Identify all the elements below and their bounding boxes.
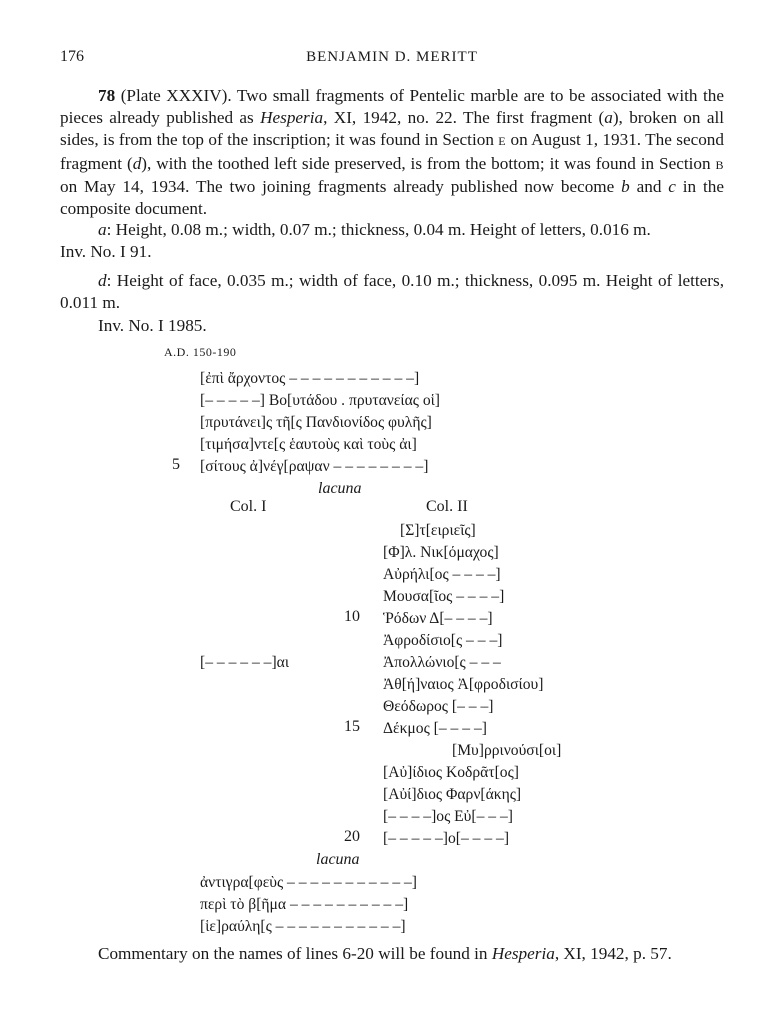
inscription-date: A.D. 150-190 [164,345,237,359]
col-2-header: Col. II [426,498,468,515]
journal-title: Hesperia [491,944,555,963]
line-number: 20 [344,828,360,845]
inscription-line: [σίτους ἀ]νέγ[ραψαν – – – – – – – –] [200,458,429,475]
inscription-line: [ἐπὶ ἄρχοντος – – – – – – – – – – –] [200,370,420,387]
inscription-line: [ἱε]ραύλη[ς – – – – – – – – – – –] [200,918,406,935]
journal-title: Hesperia [260,108,324,128]
line-number: 15 [344,718,360,735]
line-number: 5 [172,456,180,473]
inventory-a: Inv. No. I 91. [60,242,152,262]
col-2-entry: [Φ]λ. Νικ[όμαχος] [383,544,499,561]
col-2-entry: [– – – –]ος Εὐ[– – –] [383,808,513,825]
running-head: BENJAMIN D. MERITT [306,49,478,65]
page-number: 176 [60,48,84,65]
col-2-entry: [Μυ]ρρινούσι[οι] [452,742,562,759]
col-1-header: Col. I [230,498,267,515]
col-2-entry: Ἀφροδίσιο[ς – – –] [383,632,503,649]
inscription-line: περὶ τὸ β[ῆμα – – – – – – – – – –] [200,896,409,913]
entry-number: 78 [98,86,116,105]
col-2-entry: [Αὐ]ίδιος Κοδρᾶτ[ος] [383,764,519,781]
col-2-entry: Ῥόδων Δ[– – – –] [383,610,493,627]
fragment-d: d [132,153,142,173]
inscription-line: ἀντιγρα[φεὺς – – – – – – – – – – –] [200,874,418,891]
col-2-entry: Αὐρήλι[ος – – – –] [383,566,501,583]
col-2-entry: Μουσα[ῖος – – – –] [383,588,505,605]
fragment-a: a [604,108,613,128]
col-2-entry: [Σ]τ[ειριεῖς] [400,522,476,539]
line-number: 10 [344,608,360,625]
col-2-entry: [– – – – –]ο[– – – –] [383,830,510,847]
entry-paragraph: 78 (Plate XXXIV). Two small fragments of Pentelic marble are to be associated with the pieces already published as Hesperia, XI, 1942, no. 22. The first fragment (a), broken on all sides, is from the top of the inscription; it was found in Section E on August 1, 1931. The second fragment (d), with the toothed left side preserved, is from the bottom; it was found in Section B on May 14, 1934. The two joining fragments already published now become b and c in the composite document. [60,86,724,219]
inscription-line: [τιμήσα]ντε[ς ἑαυτοὺς καὶ τοὺς ἀι] [200,436,417,453]
lacuna-marker: lacuna [318,480,362,497]
col-1-entry: [– – – – – –]αι [200,654,290,671]
lacuna-marker: lacuna [316,851,360,868]
measurements-d: d: Height of face, 0.035 m.; width of face, 0.10 m.; thickness, 0.095 m. Height of letters, 0.011 m. [60,271,724,313]
fragment-c: c [668,176,676,196]
col-2-entry: Ἀθ[ή]ναιος Ἀ[φροδισίου] [383,676,544,693]
inventory-d: Inv. No. I 1985. [98,316,207,335]
col-2-entry: Δέκμος [– – – –] [383,720,487,737]
section-letter: B [715,157,724,172]
col-2-entry: [Αὐί]διος Φαρν[άκης] [383,786,522,803]
plate-ref: (Plate XXXIV). [120,86,232,105]
col-2-entry: Θεόδωρος [– – –] [383,698,494,715]
fragment-b: b [621,176,630,196]
col-2-entry: Ἀπολλώνιο[ς – – – [383,654,501,671]
commentary: Commentary on the names of lines 6-20 will be found in Hesperia, XI, 1942, p. 57. [98,944,672,963]
inscription-line: [– – – – –] Βο[υτάδου . πρυτανείας οἱ] [200,392,441,409]
inscription-line: [πρυτάνει]ς τῆ[ς Πανδιονίδος φυλῆς] [200,414,432,431]
section-letter: E [498,134,507,149]
measurements-a: a: Height, 0.08 m.; width, 0.07 m.; thickness, 0.04 m. Height of letters, 0.016 m. Inv. No. I 91. [60,220,651,262]
